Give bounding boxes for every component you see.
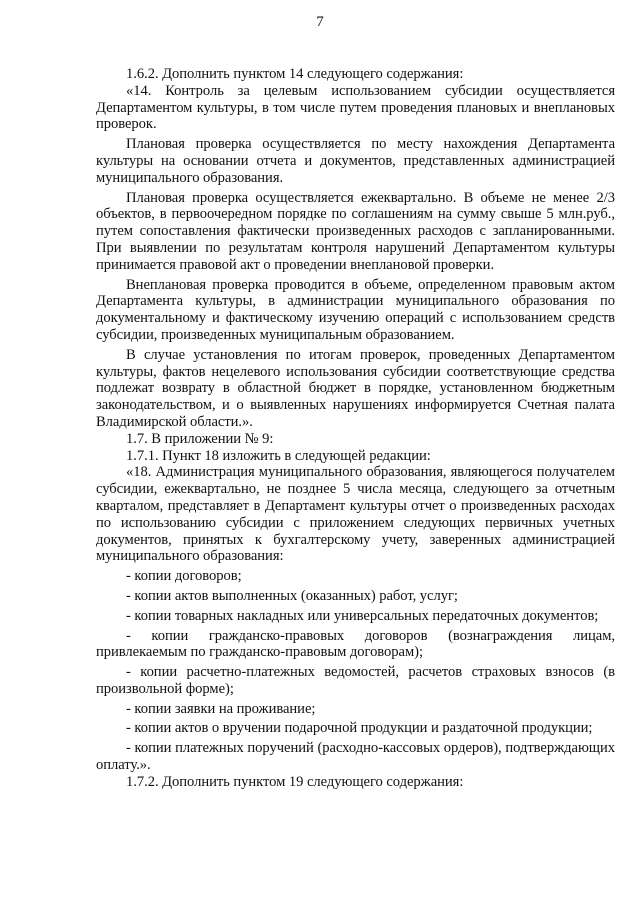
list-item-civil-contracts: - копии гражданско-правовых договоров (вознаграждения лицам, привлекаемым по гражданско-правовым договорам); [96,627,615,661]
list-item-accommodation: - копии заявки на проживание; [126,700,316,717]
document-body [96,66,615,791]
paragraph-1-6-2: 1.6.2. Дополнить пунктом 14 следующего содержания: [126,66,464,82]
paragraph-unplanned-check: Внеплановая проверка проводится в объеме, определенном правовым актом Департамента культуры, в администрации муниципального образования по документальному и фактическому изучению операций с использованием средств субсидии, произведенных муниципальным образованием. [96,276,615,343]
list-item-payment-orders: - копии платежных поручений (расходно-кассовых ордеров), подтверждающих оплату.». [96,740,615,774]
paragraph-item-14: «14. Контроль за целевым использованием субсидии осуществляется Департаментом культуры, в том числе путем проведения плановых и внеплановых проверок. [96,82,615,133]
list-item-invoices: - копии товарных накладных или универсальных передаточных документов; [126,607,599,624]
paragraph-1-7-2: 1.7.2. Дополнить пунктом 19 следующего содержания: [126,773,464,790]
list-item-acts-works: - копии актов выполненных (оказанных) работ, услуг; [126,587,458,604]
list-item-payroll: - копии расчетно-платежных ведомостей, расчетов страховых взносов (в произвольной форме); [96,664,615,697]
paragraph-planned-check-quarterly: Плановая проверка осуществляется ежеквартально. В объеме не менее 2/3 объектов, в первоочередном порядке по соглашениям на сумму свыше 5 млн.руб., путем сопоставления фактически произведенных расходов с запланированными. При выявлении по результатам контроля нарушений Департаментом культуры принимается правовой акт о проведении внеплановой проверки. [96,189,615,273]
list-item-contracts: - копии договоров; [126,568,242,585]
paragraph-planned-check-location: Плановая проверка осуществляется по месту нахождения Департамента культуры на основании отчета и документов, представленных администрацией муниципального образования. [96,136,615,186]
paragraph-item-18: «18. Администрация муниципального образования, являющегося получателем субсидии, ежеквартально, не позднее 5 числа месяца, следующего за отчетным кварталом, представляет в Департамент культуры отчет о произведенных расходах по использованию субсидии с приложением следующих первичных учетных документов, принятых к бухгалтерскому учету, заверенных администрацией муниципального образования: [96,464,615,565]
paragraph-1-7-1: 1.7.1. Пункт 18 изложить в следующей редакции: [126,447,431,464]
paragraph-1-7: 1.7. В приложении № 9: [126,430,274,447]
paragraph-misuse-return: В случае установления по итогам проверок, проведенных Департаментом культуры, фактов нецелевого использования субсидии соответствующие средства подлежат возврату в областной бюджет в порядке, установленном бюджетным законодательством, и о выявленных нарушениях информируется Счетная палата Владимирской области.». [96,346,615,430]
list-item-gift-acts: - копии актов о вручении подарочной продукции и раздаточной продукции; [126,720,593,737]
page-number: 7 [316,14,324,30]
